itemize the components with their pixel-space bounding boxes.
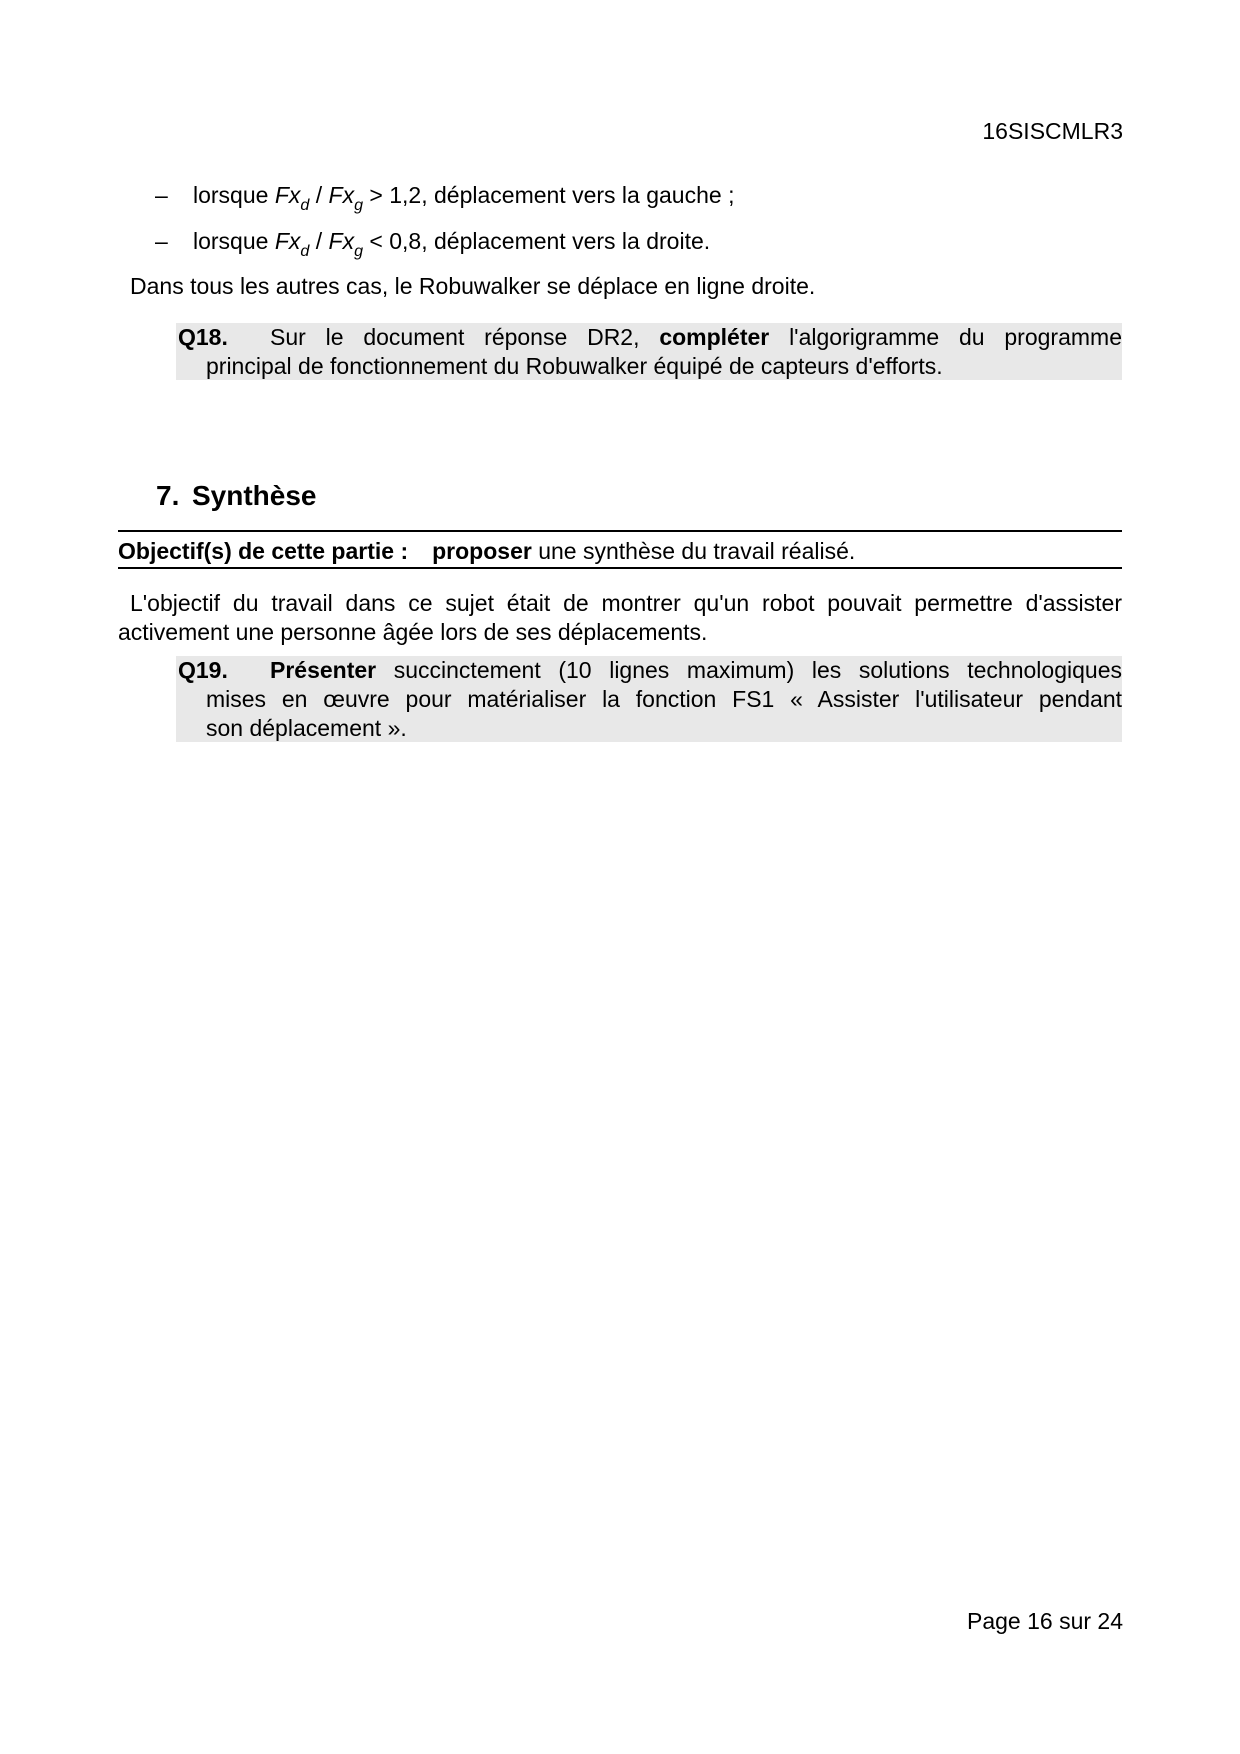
variable-fx: Fx bbox=[328, 228, 355, 254]
q18-text: Sur le document réponse DR2, bbox=[270, 324, 660, 350]
subscript-d: d bbox=[300, 242, 310, 260]
q18-verb: compléter bbox=[659, 324, 770, 350]
question-q18 bbox=[176, 323, 1122, 380]
page-number: Page 16 sur 24 bbox=[966, 1608, 1123, 1634]
bullet-right-condition bbox=[155, 228, 710, 261]
q18-second-line: principal de fonctionnement du Robuwalker équipé de capteurs d'efforts. bbox=[206, 353, 943, 379]
fraction-separator: / bbox=[309, 228, 329, 254]
other-cases-text: Dans tous les autres cas, le Robuwalker se déplace en ligne droite. bbox=[130, 273, 816, 299]
section-number: 7. bbox=[156, 480, 180, 511]
variable-fx: Fx bbox=[328, 182, 355, 208]
subscript-g: g bbox=[354, 242, 364, 260]
objective-bottom-rule bbox=[118, 567, 1122, 569]
document-code: 16SISCMLR3 bbox=[982, 118, 1123, 144]
section-title: Synthèse bbox=[192, 480, 317, 511]
q19-text: succinctement (10 lignes maximum) les solutions technologiques bbox=[376, 657, 1122, 683]
bullet-dash: – bbox=[155, 182, 168, 208]
subscript-d: d bbox=[300, 196, 310, 214]
objective-label: Objectif(s) de cette partie : bbox=[118, 538, 409, 564]
variable-fx: Fx bbox=[274, 182, 301, 208]
q19-first-line bbox=[176, 656, 1122, 685]
q19-number: Q19. bbox=[178, 657, 228, 683]
subscript-g: g bbox=[354, 196, 364, 214]
q19-second-line: mises en œuvre pour matérialiser la fonction FS1 « Assister l'utilisateur pendant bbox=[206, 686, 1122, 712]
objective-text: une synthèse du travail réalisé. bbox=[531, 538, 856, 564]
q19-third-line: son déplacement ». bbox=[206, 715, 407, 741]
synthesis-intro bbox=[118, 589, 1122, 647]
intro-line-2: activement une personne âgée lors de ses déplacements. bbox=[118, 619, 708, 645]
objective-top-rule bbox=[118, 530, 1122, 532]
objective-line bbox=[118, 538, 855, 565]
q19-verb: Présenter bbox=[270, 657, 377, 683]
bullet-dash: – bbox=[155, 228, 168, 254]
variable-fx: Fx bbox=[274, 228, 301, 254]
bullet-suffix: < 0,8, déplacement vers la droite. bbox=[363, 228, 711, 254]
fraction-separator: / bbox=[309, 182, 329, 208]
section-heading bbox=[156, 480, 317, 512]
q18-first-line bbox=[176, 323, 1122, 352]
objective-verb: proposer bbox=[432, 538, 532, 564]
bullet-prefix: lorsque bbox=[193, 228, 275, 254]
bullet-left-condition bbox=[155, 182, 734, 215]
question-q19 bbox=[176, 656, 1122, 742]
intro-line-1: L'objectif du travail dans ce sujet était de montrer qu'un robot pouvait permettre d'assister bbox=[130, 590, 1122, 616]
bullet-prefix: lorsque bbox=[193, 182, 275, 208]
q18-text: l'algorigramme du programme bbox=[769, 324, 1122, 350]
q18-number: Q18. bbox=[178, 324, 228, 350]
bullet-suffix: > 1,2, déplacement vers la gauche ; bbox=[363, 182, 735, 208]
